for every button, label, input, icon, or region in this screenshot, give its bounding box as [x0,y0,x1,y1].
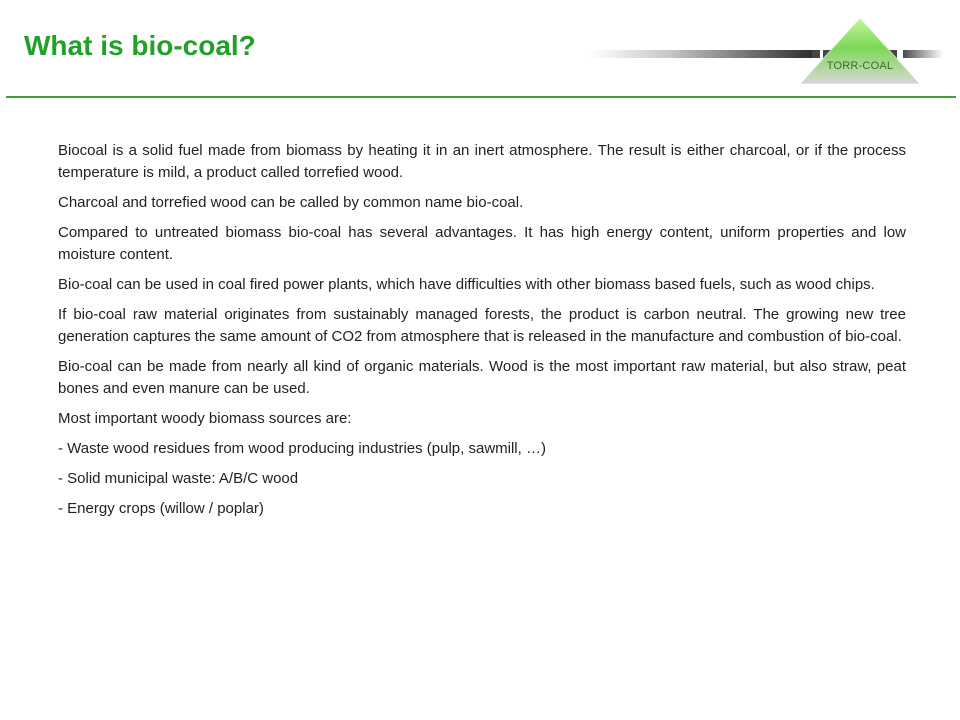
paragraph: Charcoal and torrefied wood can be called by common name bio-coal. [58,194,524,211]
paragraph: Compared to untreated biomass bio-coal has several advantages. It has high energy content, uniform properties and low moisture content. [58,224,906,263]
paragraph: Bio-coal can be used in coal fired power plants, which have difficulties with other biomass based fuels, such as wood chips. [58,276,875,293]
torr-coal-logo [798,16,922,86]
logo-triangle-icon [800,18,920,84]
paragraph: If bio-coal raw material originates from sustainably managed forests, the product is carbon neutral. The growing new tree generation captures the same amount of CO2 from atmosphere that is released in the manufacture and combustion of bio-coal. [58,306,906,345]
header-gradient-bar [590,50,812,58]
body-text [58,140,906,528]
paragraph: Bio-coal can be made from nearly all kind of organic materials. Wood is the most important raw material, but also straw, peat bones and even manure can be used. [58,358,906,397]
list-item: - Solid municipal waste: A/B/C wood [58,470,299,487]
paragraph: Most important woody biomass sources are: [58,410,352,427]
list-item: - Waste wood residues from wood producing industries (pulp, sawmill, …) [58,440,546,457]
list-item: - Energy crops (willow / poplar) [58,500,264,517]
logo-text: TORR-COAL [826,60,894,72]
title-divider [6,96,956,98]
slide-title: What is bio-coal? [24,30,256,61]
paragraph: Biocoal is a solid fuel made from biomass by heating it in an inert atmosphere. The result is either charcoal, or if the process temperature is mild, a product called torrefied wood. [58,142,906,181]
